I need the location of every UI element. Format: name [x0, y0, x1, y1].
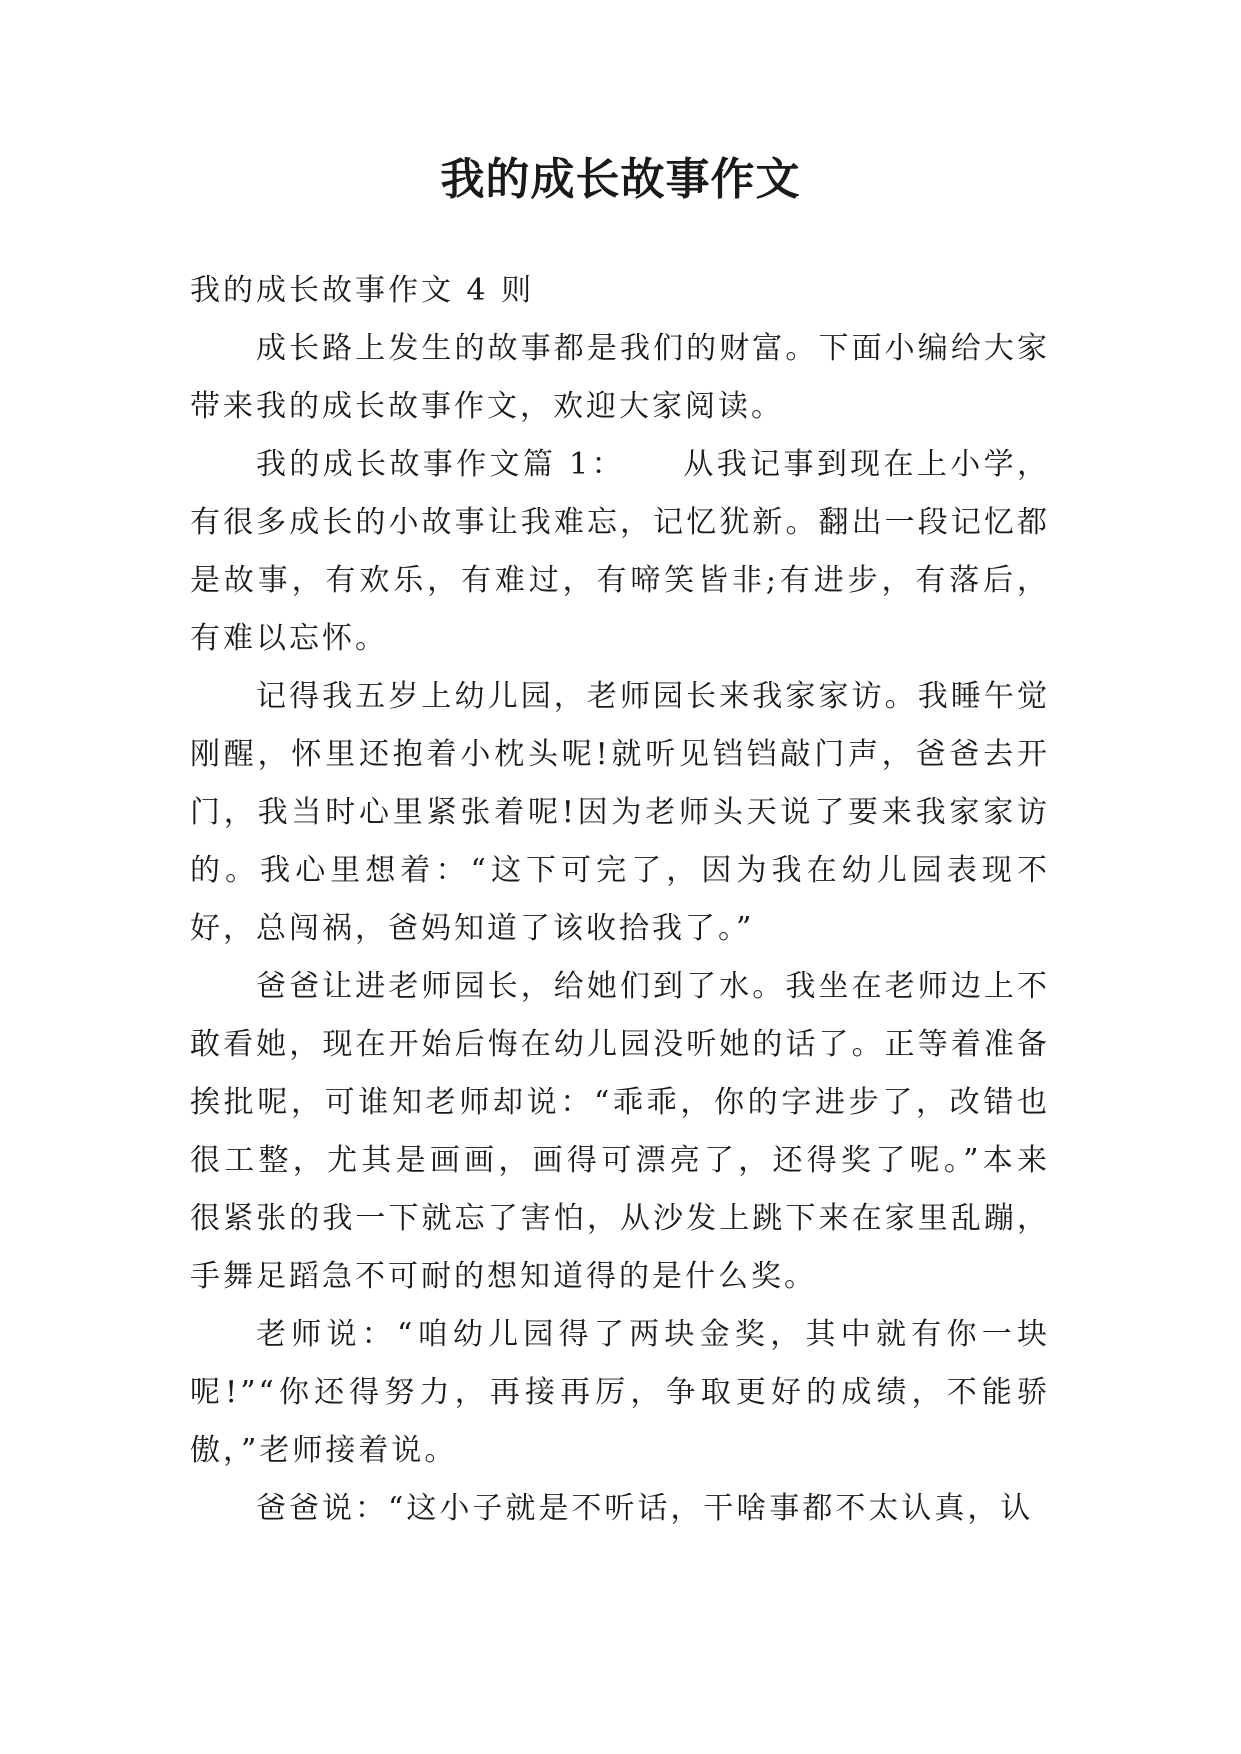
document-body [190, 262, 1050, 1538]
section-1-text: 从我记事到现在上小学，有很多成长的小故事让我难忘，记忆犹新。翻出一段记忆都是故事，有欢乐，有难过，有啼笑皆非;有进步，有落后，有难以忘怀。 [190, 447, 1051, 656]
paragraph-gold-award: 老师说：“咱幼儿园得了两块金奖，其中就有你一块呢!”“你还得努力，再接再厉，争取更好的成绩，不能骄傲，”老师接着说。 [190, 1317, 1050, 1468]
document-title: 我的成长故事作文 [440, 154, 801, 205]
paragraph-teacher-praise: 爸爸让进老师园长，给她们到了水。我坐在老师边上不敢看她，现在开始后悔在幼儿园没听她的话了。正等着准备挨批呢，可谁知老师却说：“乖乖，你的字进步了，改错也很工整，尤其是画画，画得可漂亮了，还得奖了呢。”本来很紧张的我一下就忘了害怕，从沙发上跳下来在家里乱蹦，手舞足蹈急不可耐的想知道得的是什么奖。 [190, 969, 1050, 1294]
paragraph-father-says: 爸爸说：“这小子就是不听话，干啥事都不太认真，认 [256, 1491, 1034, 1526]
section-1-paragraph [190, 436, 1050, 668]
paragraph-home-visit: 记得我五岁上幼儿园，老师园长来我家家访。我睡午觉刚醒，怀里还抱着小枕头呢!就听见铛铛敲门声，爸爸去开门，我当时心里紧张着呢!因为老师头天说了要来我家家访的。我心里想着：“这下可完了，因为我在幼儿园表现不好，总闯祸，爸妈知道了该收拾我了。” [190, 679, 1050, 946]
intro-paragraph: 成长路上发生的故事都是我们的财富。下面小编给大家带来我的成长故事作文，欢迎大家阅读。 [190, 331, 1050, 424]
document-subtitle: 我的成长故事作文 4 则 [190, 273, 535, 308]
section-1-heading: 我的成长故事作文篇 1： [256, 447, 625, 482]
